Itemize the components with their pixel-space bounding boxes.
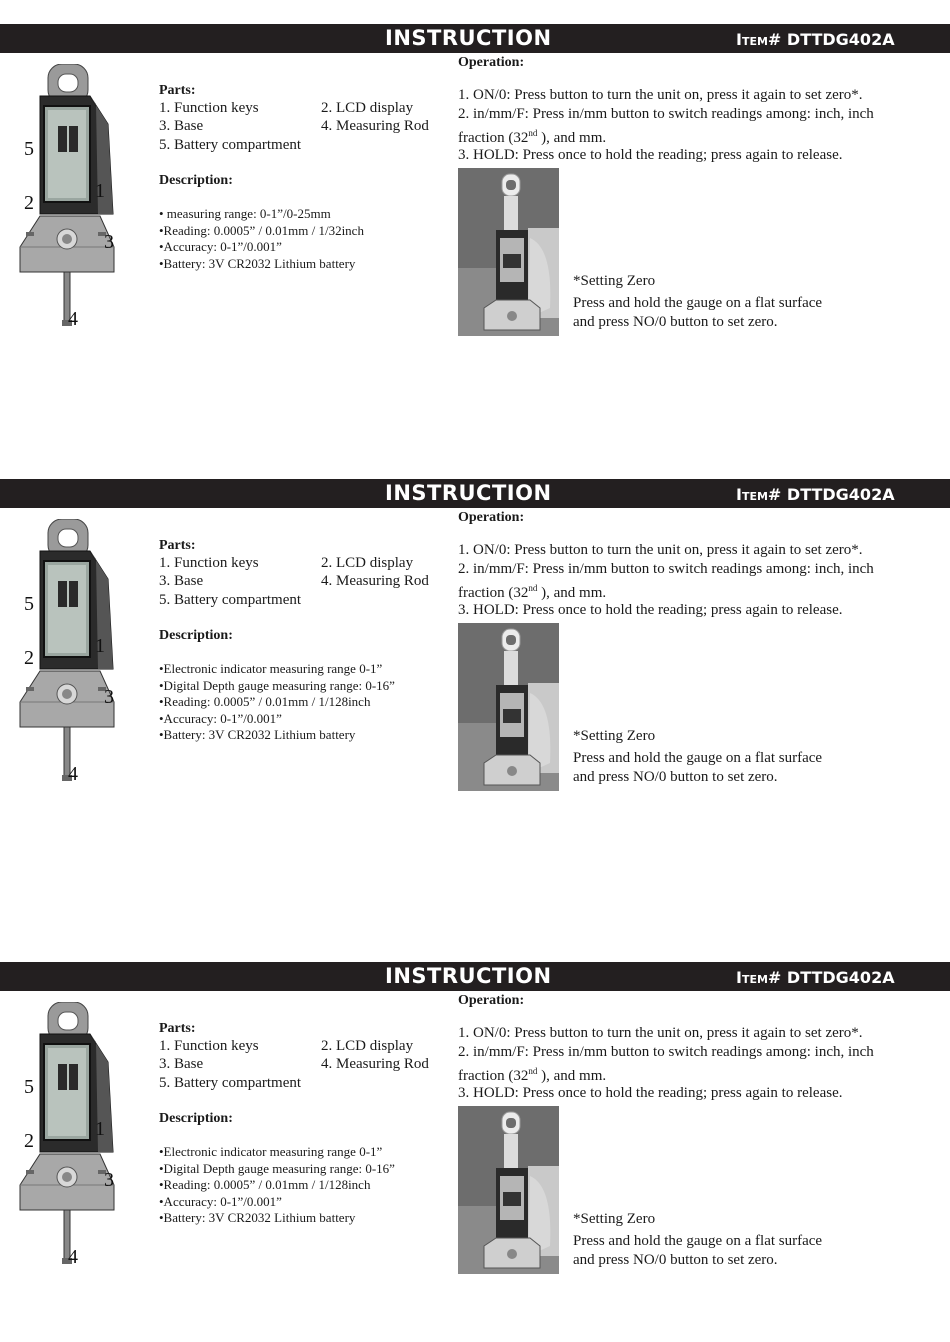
operation-title: Operation:: [458, 510, 525, 525]
item-code: DTTDG402A: [786, 968, 895, 987]
setting-zero-title: *Setting Zero: [573, 728, 656, 744]
description-title: Description:: [159, 1111, 233, 1126]
description-item: •Reading: 0.0005” / 0.01mm / 1/32inch: [159, 222, 364, 238]
setting-zero-title: *Setting Zero: [573, 273, 656, 289]
setting-zero-photo: [458, 623, 559, 791]
part-measuring-rod: 4. Measuring Rod: [321, 573, 429, 589]
description-item: •Reading: 0.0005” / 0.01mm / 1/128inch: [159, 694, 371, 709]
setting-zero-photo: [458, 1106, 559, 1274]
part-base: 3. Base: [159, 118, 204, 134]
part-battery-compartment: 5. Battery compartment: [159, 592, 302, 608]
instruction-card: [0, 479, 950, 809]
item-prefix: Item#: [736, 968, 782, 987]
depth-gauge-image: [18, 1002, 128, 1267]
description-item: •Digital Depth gauge measuring range: 0-16”: [159, 677, 395, 693]
callout-4: 4: [68, 308, 78, 330]
setting-zero-title: *Setting Zero: [573, 1211, 656, 1227]
depth-gauge-illustration: [18, 1002, 128, 1267]
item-number: [736, 485, 895, 504]
item-code: DTTDG402A: [786, 485, 895, 504]
setting-zero-line-1: Press and hold the gauge on a flat surface: [573, 750, 823, 766]
description-list: [159, 661, 395, 744]
operation-fraction-b: ), and mm.: [537, 1068, 607, 1084]
operation-fraction-a: fraction (32: [458, 1068, 529, 1084]
item-prefix: Item#: [736, 485, 782, 504]
callout-5: 5: [24, 593, 34, 615]
operation-fraction-a: fraction (32: [458, 130, 529, 146]
operation-title: Operation:: [458, 993, 525, 1008]
operation-fraction-a: fraction (32: [458, 585, 529, 601]
header-title: INSTRUCTION: [385, 26, 552, 50]
parts-title: Parts:: [159, 83, 196, 98]
item-number: [736, 968, 895, 987]
callout-2: 2: [24, 647, 34, 669]
operation-on-zero: 1. ON/0: Press button to turn the unit on, press it again to set zero*.: [458, 542, 863, 558]
operation-in-mm-f: [458, 1044, 874, 1061]
operation-fraction-sup: nd: [528, 128, 538, 138]
part-measuring-rod: 4. Measuring Rod: [321, 118, 429, 134]
callout-5: 5: [24, 138, 34, 160]
operation-fraction-b: ), and mm.: [537, 130, 607, 146]
callout-2: 2: [24, 192, 34, 214]
part-lcd-display: 2. LCD display: [321, 555, 414, 571]
operation-fraction-sup: nd: [528, 583, 538, 593]
description-item: •Electronic indicator measuring range 0-1”: [159, 661, 383, 676]
callout-3: 3: [104, 231, 114, 253]
description-item: •Accuracy: 0-1”/0.001”: [159, 1193, 282, 1209]
depth-gauge-illustration: [18, 519, 128, 784]
setting-zero-line-2: and press NO/0 button to set zero.: [573, 1252, 778, 1268]
operation-fraction-sup: nd: [528, 1066, 538, 1076]
description-item: •Accuracy: 0-1”/0.001”: [159, 239, 282, 254]
operation-title: Operation:: [458, 55, 525, 70]
part-lcd-display: 2. LCD display: [321, 1038, 414, 1054]
part-function-keys: 1. Function keys: [159, 1038, 259, 1054]
instruction-card: [0, 24, 950, 354]
item-number: [736, 30, 895, 49]
callout-3: 3: [104, 686, 114, 708]
parts-title: Parts:: [159, 1021, 196, 1036]
description-list: [159, 206, 364, 272]
depth-gauge-illustration: [18, 64, 128, 329]
item-prefix: Item#: [736, 30, 782, 49]
part-base: 3. Base: [159, 1056, 204, 1072]
part-battery-compartment: 5. Battery compartment: [159, 1075, 302, 1091]
operation-fraction-b: ), and mm.: [537, 585, 607, 601]
callout-1: 1: [95, 180, 105, 202]
part-measuring-rod: 4. Measuring Rod: [321, 1056, 429, 1072]
operation-in-mm-f-text: 2. in/mm/F: Press in/mm button to switch readings among: inch, inch: [458, 1044, 874, 1060]
operation-on-zero: 1. ON/0: Press button to turn the unit on, press it again to set zero*.: [458, 1025, 863, 1041]
header-title: INSTRUCTION: [385, 481, 552, 505]
operation-in-mm-f: [458, 561, 874, 578]
operation-fraction: [458, 128, 606, 147]
description-item: •Battery: 3V CR2032 Lithium battery: [159, 1210, 356, 1225]
callout-4: 4: [68, 1246, 78, 1268]
part-function-keys: 1. Function keys: [159, 555, 259, 571]
depth-gauge-image: [18, 64, 128, 329]
operation-hold: 3. HOLD: Press once to hold the reading; press again to release.: [458, 147, 843, 163]
description-item: •Battery: 3V CR2032 Lithium battery: [159, 727, 356, 742]
description-item: • measuring range: 0-1”/0-25mm: [159, 206, 331, 221]
operation-hold: 3. HOLD: Press once to hold the reading; press again to release.: [458, 602, 843, 618]
part-base: 3. Base: [159, 573, 204, 589]
part-lcd-display: 2. LCD display: [321, 100, 414, 116]
callout-5: 5: [24, 1076, 34, 1098]
description-title: Description:: [159, 173, 233, 188]
header-title: INSTRUCTION: [385, 964, 552, 988]
operation-fraction: [458, 583, 606, 602]
setting-zero-photo: [458, 168, 559, 336]
header-bar: [0, 479, 950, 508]
instruction-card: [0, 962, 950, 1292]
callout-1: 1: [95, 635, 105, 657]
operation-in-mm-f-text: 2. in/mm/F: Press in/mm button to switch readings among: inch, inch: [458, 561, 874, 577]
header-bar: [0, 24, 950, 53]
operation-in-mm-f-text: 2. in/mm/F: Press in/mm button to switch readings among: inch, inch: [458, 106, 874, 122]
callout-4: 4: [68, 763, 78, 785]
depth-gauge-image: [18, 519, 128, 784]
description-item: •Digital Depth gauge measuring range: 0-16”: [159, 1160, 395, 1176]
description-item: •Electronic indicator measuring range 0-1”: [159, 1144, 383, 1159]
description-title: Description:: [159, 628, 233, 643]
operation-fraction: [458, 1066, 606, 1085]
setting-zero-line-2: and press NO/0 button to set zero.: [573, 314, 778, 330]
item-code: DTTDG402A: [786, 30, 895, 49]
header-bar: [0, 962, 950, 991]
part-battery-compartment: 5. Battery compartment: [159, 137, 302, 153]
operation-in-mm-f: [458, 106, 874, 123]
setting-zero-line-2: and press NO/0 button to set zero.: [573, 769, 778, 785]
parts-title: Parts:: [159, 538, 196, 553]
callout-2: 2: [24, 1130, 34, 1152]
operation-hold: 3. HOLD: Press once to hold the reading; press again to release.: [458, 1085, 843, 1101]
operation-on-zero: 1. ON/0: Press button to turn the unit on, press it again to set zero*.: [458, 87, 863, 103]
callout-3: 3: [104, 1169, 114, 1191]
setting-zero-line-1: Press and hold the gauge on a flat surface: [573, 1233, 823, 1249]
part-function-keys: 1. Function keys: [159, 100, 259, 116]
description-item: •Battery: 3V CR2032 Lithium battery: [159, 255, 356, 271]
callout-1: 1: [95, 1118, 105, 1140]
description-item: •Reading: 0.0005” / 0.01mm / 1/128inch: [159, 1177, 371, 1192]
description-item: •Accuracy: 0-1”/0.001”: [159, 710, 282, 726]
description-list: [159, 1144, 395, 1227]
setting-zero-line-1: Press and hold the gauge on a flat surface: [573, 295, 823, 311]
